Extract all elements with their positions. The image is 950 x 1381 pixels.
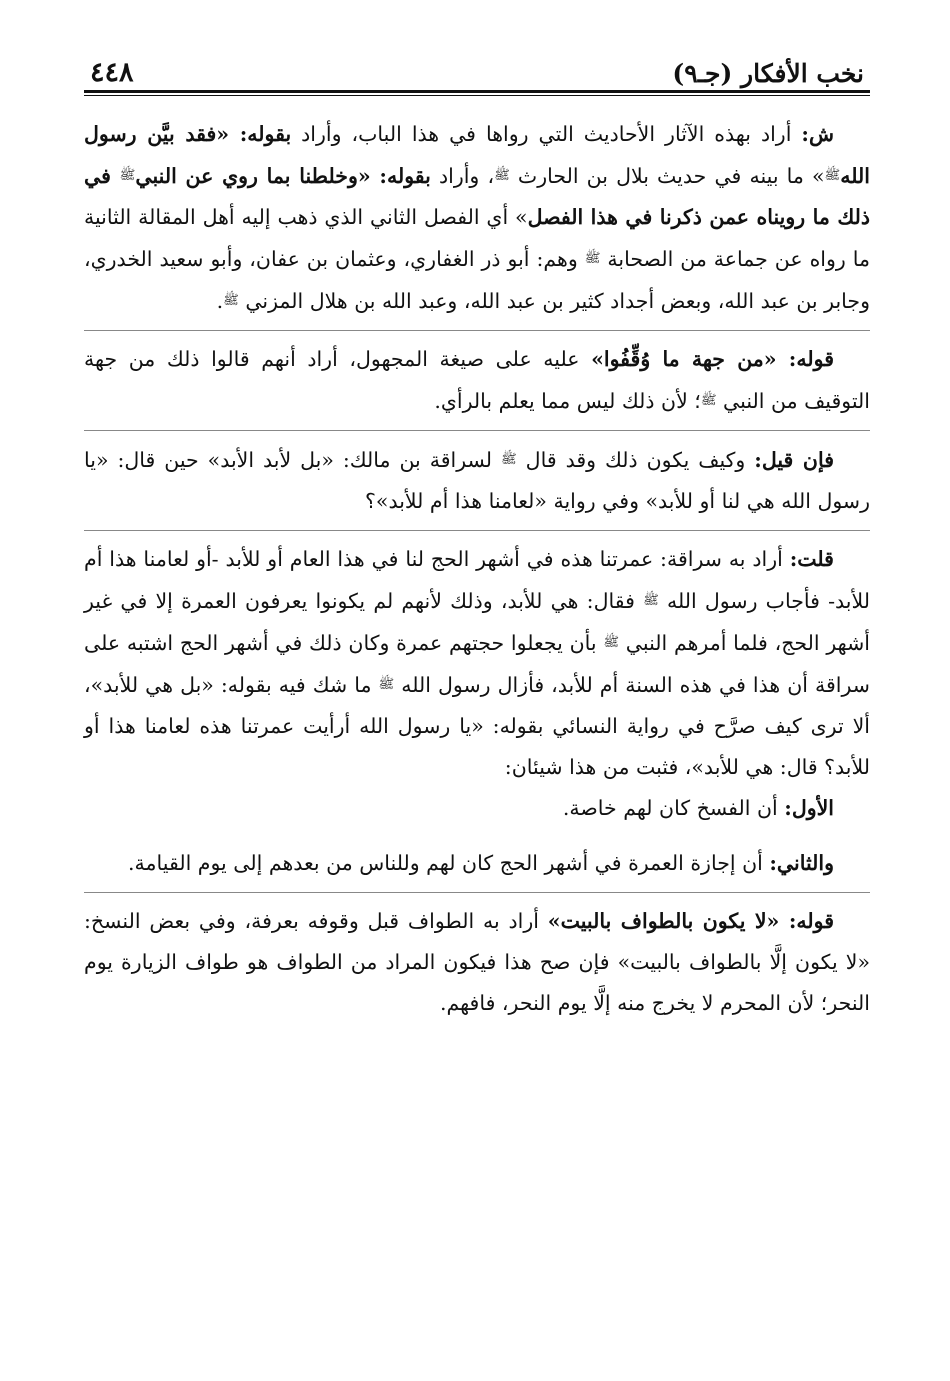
paragraph-text: عليه على صيغة المجهول، أراد أنهم قالوا ذلك من جهة التوقيف من النبي xyxy=(84,347,870,413)
paragraph-qawluhu-1 xyxy=(84,339,870,422)
paragraph-text: أن الفسخ كان لهم خاصة. xyxy=(562,796,785,820)
paragraph-text: أراد به سراقة: عمرتنا هذه في أشهر الحج لنا في هذا العام أو للأبد -أو لعامنا هذا أم للأبد- فأجاب رسول الله xyxy=(84,547,870,613)
honorific-glyph: ﷺ xyxy=(223,293,239,308)
paragraph-text: ؛ لأن ذلك ليس مما يعلم بالرأي. xyxy=(434,389,701,413)
quoted-phrase: بقوله: «فقد بيَّن رسول الله xyxy=(84,122,870,188)
paragraph-divider xyxy=(84,330,870,331)
paragraph-divider xyxy=(84,892,870,893)
paragraph-text: أراد به الطواف قبل وقوفه بعرفة، وفي بعض النسخ: «لا يكون إلَّا بالطواف بالبيت» فإن صح هذا فيكون المراد من الطواف هو طواف الزيارة يوم النحر؛ لأن المحرم لا يخرج منه إلَّا يوم النحر، فافهم. xyxy=(84,909,870,1015)
paragraph-text: ما شك فيه بقوله: «بل هي للأبد»، ألا ترى كيف صرَّح في رواية النسائي بقوله: «يا رسول الله أرأيت عمرتنا هذه لعامنا هذا أو للأبد؟ قال: هي للأبد»، فثبت من هذا شيئان: xyxy=(84,673,870,779)
paragraph-sharh xyxy=(84,114,870,322)
paragraph-divider xyxy=(84,430,870,431)
header-rule-thin xyxy=(84,95,870,96)
paragraph-text: لسراقة بن مالك: «بل لأبد الأبد» حين قال: «يا رسول الله هي لنا أو للأبد» وفي رواية «لعامنا هذا أم للأبد»؟ xyxy=(84,448,870,513)
page-body xyxy=(84,114,870,1024)
paragraph-text: » أي الفصل الثاني الذي ذهب إليه أهل المقالة الثانية ما رواه عن جماعة من الصحابة xyxy=(84,205,870,271)
paragraph-divider xyxy=(84,530,870,531)
paragraph-lead: الأول: xyxy=(784,796,834,820)
header-rule-thick xyxy=(84,90,870,93)
paragraph-lead: قلت: xyxy=(789,547,834,571)
paragraph-text: أن إجازة العمرة في أشهر الحج كان لهم وللناس من بعدهم إلى يوم القيامة. xyxy=(128,851,770,875)
honorific-glyph: ﷺ xyxy=(378,677,395,692)
page-number: ٤٤٨ xyxy=(90,57,134,88)
quoted-phrase: في ذلك ما رويناه عمن ذكرنا في هذا الفصل xyxy=(84,164,870,229)
paragraph-first-point xyxy=(84,788,870,829)
paragraph-lead: قوله: «من جهة ما وُقِّفُوا» xyxy=(591,347,834,371)
paragraph-text: بأن يجعلوا حجتهم عمرة وكان ذلك في أشهر الحج اشتبه على سراقة أن هذا في هذه السنة أم للأبد، فأزال رسول الله xyxy=(84,631,870,697)
paragraph-lead: والثاني: xyxy=(769,851,834,875)
paragraph-text: » ما بينه في حديث بلال بن الحارث xyxy=(509,164,825,188)
honorific-glyph: ﷺ xyxy=(119,168,136,183)
paragraph-reply xyxy=(84,539,870,788)
honorific-glyph: ﷺ xyxy=(700,393,717,408)
paragraph-lead: قوله: «لا يكون بالطواف بالبيت» xyxy=(547,909,835,933)
book-page xyxy=(84,44,870,1024)
paragraph-qawluhu-2 xyxy=(84,901,870,1024)
quoted-phrase: بقوله: «وخلطنا بما روي عن النبي xyxy=(135,164,431,188)
paragraph-text: فقال: هي للأبد، وذلك لأنهم لم يكونوا يعرفون العمرة إلا في غير أشهر الحج، فلما أمرهم النبي xyxy=(84,589,870,655)
honorific-glyph: ﷺ xyxy=(584,251,601,266)
paragraph-objection xyxy=(84,439,870,522)
paragraph-second-point xyxy=(84,843,870,884)
paragraph-text: وكيف يكون ذلك وقد قال xyxy=(516,448,755,472)
paragraph-text: . xyxy=(216,289,224,313)
paragraph-text: وهم: أبو ذر الغفاري، وعثمان بن عفان، وأبو سعيد الخدري، وجابر بن عبد الله، وبعض أجداد كثير بن عبد الله، وعبد الله بن هلال المزني xyxy=(84,247,870,313)
paragraph-lead: فإن قيل: xyxy=(754,448,835,472)
paragraph-text: ، وأراد xyxy=(430,164,495,188)
honorific-glyph: ﷺ xyxy=(824,168,841,183)
paragraph-text: أراد بهذه الآثار الأحاديث التي رواها في هذا الباب، وأراد xyxy=(291,122,802,146)
honorific-glyph: ﷺ xyxy=(494,168,510,183)
honorific-glyph: ﷺ xyxy=(501,452,517,467)
paragraph-lead: ش: xyxy=(801,122,834,146)
running-title: نخب الأفكار (جـ٩) xyxy=(672,59,864,88)
honorific-glyph: ﷺ xyxy=(603,635,620,650)
page-header xyxy=(84,44,870,88)
honorific-glyph: ﷺ xyxy=(643,593,659,608)
